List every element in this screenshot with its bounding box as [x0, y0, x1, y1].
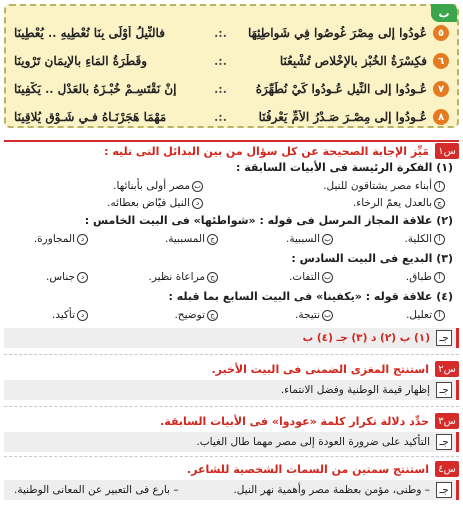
option-text: السببية. — [286, 233, 320, 245]
verse-second-hemistich: مَهْمَا هَجَرْنَـاهُ فـي شَـوْقٍ يُلاقِينَا — [14, 110, 167, 124]
verse-second-hemistich: إنْ نَقْتَسِـمْ خُبْـزَهُ بالعَدْلِ .. يَكْفِينَا — [14, 82, 177, 96]
option-4b — [295, 309, 333, 321]
verse-first-hemistich: عُـودُوا إلى النِّيلِ عُـودُوا كَيْ نُطَهِّرَهُ — [255, 82, 427, 96]
question-badge: س٤ — [435, 461, 459, 477]
answer-text-b: – بارع فى التعبير عن المعانى الوطنية. — [14, 484, 179, 496]
option-text: توضيح. — [174, 309, 205, 321]
option-letter: ب — [322, 272, 333, 283]
answer-icon: جـ — [436, 330, 452, 346]
answer-text: إظهار قيمة الوطنية وفضل الانتماء. — [280, 384, 430, 396]
answer-text-a: – وطنى، مؤمن بعظمة مصر وأهمية نهر النيل. — [233, 484, 430, 496]
verse-number: ٥ — [433, 25, 449, 41]
option-text: الكلية. — [404, 233, 432, 245]
answer-icon: جـ — [436, 382, 452, 398]
question-badge: س٣ — [435, 413, 459, 429]
question-badge: س١ — [435, 143, 459, 159]
option-3b — [289, 271, 333, 283]
option-2d — [34, 233, 88, 245]
option-4d — [52, 309, 88, 321]
section-divider — [4, 354, 459, 355]
option-2a — [404, 233, 445, 245]
subquestion-1: (١) الفكرة الرئيسة فى الأبيات السابقة : — [236, 161, 453, 174]
option-text: بالعدل يعمّ الرخاء. — [352, 197, 432, 209]
verse-number: ٨ — [433, 109, 449, 125]
option-letter: أ — [434, 272, 445, 283]
option-4c — [174, 309, 218, 321]
option-2c — [165, 233, 218, 245]
option-letter: د — [77, 234, 88, 245]
option-text: نتيجة. — [294, 309, 320, 321]
option-3d — [46, 271, 88, 283]
option-text: المسببية. — [164, 233, 205, 245]
option-text: التفات. — [288, 271, 320, 283]
question-title: مَيِّز الإجابة الصحيحة عن كل سؤال من بين البدائل التى تليه : — [104, 144, 429, 158]
option-1a — [323, 180, 445, 192]
verse-second-hemistich: فالنِّيلُ أَوْلَى بِنَا نُعْطِيهِ .. يُعْطِينَا — [14, 26, 165, 40]
verse-number: ٦ — [433, 53, 449, 69]
option-letter: د — [77, 310, 88, 321]
option-text: تأكيد. — [51, 309, 75, 321]
verse-first-hemistich: عُـودُوا إلى مِصْـرَ صَـدْرُ الأُمِّ يَعْرِفُنَا — [258, 110, 427, 124]
option-letter: أ — [434, 181, 445, 192]
question-title: استنتج سمتين من السمات الشخصية للشاعر. — [186, 462, 429, 476]
verse-5 — [14, 20, 449, 46]
verse-separator: .:. — [214, 82, 227, 96]
answer-group — [233, 482, 456, 498]
answer-icon: جـ — [436, 434, 452, 450]
answer-row-4 — [4, 480, 459, 500]
option-letter: د — [77, 272, 88, 283]
answer-text: (١) ب (٢) د (٣) جـ (٤) ب — [302, 332, 430, 344]
answer-text: التأكيد على ضرورة العودة إلى مصر مهما طال الغياب. — [196, 436, 430, 448]
answer-row-2 — [4, 380, 459, 400]
option-3c — [149, 271, 218, 283]
answer-row-1 — [4, 328, 459, 348]
verse-separator: .:. — [214, 26, 227, 40]
option-letter: ج — [207, 272, 218, 283]
answer-icon: جـ — [436, 482, 452, 498]
verse-6 — [14, 48, 449, 74]
question-2-header — [4, 361, 459, 377]
option-1d — [107, 197, 203, 209]
poem-box — [4, 4, 459, 128]
section-divider — [4, 406, 459, 407]
option-letter: ب — [192, 181, 203, 192]
option-2b — [286, 233, 333, 245]
option-letter: ب — [322, 310, 333, 321]
subquestion-2: (٢) علاقة المجاز المرسل فى قوله : «شواطئها» فى البيت الخامس : — [84, 214, 453, 227]
option-letter: أ — [434, 234, 445, 245]
option-letter: ج — [207, 234, 218, 245]
option-text: أبناء مصر يشتاقون للنيل. — [323, 180, 432, 192]
question-1-header — [4, 143, 459, 159]
option-letter: أ — [434, 310, 445, 321]
option-letter: ج — [207, 310, 218, 321]
verse-first-hemistich: عُودُوا إلى مِصْرَ غُوصُوا فِي شَواطِئِهَا — [247, 26, 427, 40]
verse-8 — [14, 104, 449, 130]
question-title: استنتج المغزى الضمنى فى البيت الأخير. — [211, 362, 429, 376]
option-1b — [113, 180, 203, 192]
option-text: تعليل. — [406, 309, 432, 321]
subquestion-3: (٣) البديع فى البيت السادس : — [291, 252, 453, 265]
section-tag: ب — [431, 4, 457, 22]
option-text: مصر أولى بأبنائها. — [113, 180, 190, 192]
option-text: مراعاة نظير. — [148, 271, 205, 283]
option-letter: ج — [434, 198, 445, 209]
answer-row-3 — [4, 432, 459, 452]
option-1c — [353, 197, 445, 209]
question-3-header — [4, 413, 459, 429]
question-divider — [4, 140, 459, 142]
subquestion-4: (٤) علاقة قوله : «يكفينا» فى البيت السابع بما قبله : — [168, 290, 453, 303]
option-text: النيل فيّاض بعطائه. — [107, 197, 190, 209]
option-3a — [406, 271, 445, 283]
question-4-header — [4, 461, 459, 477]
option-letter: د — [192, 198, 203, 209]
option-4a — [406, 309, 445, 321]
verse-second-hemistich: وقَطْرَةُ المَاءِ بالإِيمَانِ تَرْوِينَا — [14, 54, 148, 68]
verse-7 — [14, 76, 449, 102]
question-title: حدِّد دلالة تكرار كلمة «عودوا» فى الأبيات السابقة. — [160, 414, 429, 428]
section-divider — [4, 456, 459, 457]
option-text: طباق. — [405, 271, 432, 283]
option-text: المجاورة. — [33, 233, 75, 245]
option-letter: ب — [322, 234, 333, 245]
question-badge: س٢ — [435, 361, 459, 377]
verse-separator: .:. — [214, 54, 227, 68]
verse-first-hemistich: فكِسْرَةُ الخُبْزِ بالإخْلاصِ تُشْبِعُنَا — [279, 54, 427, 68]
verse-number: ٧ — [433, 81, 449, 97]
verse-separator: .:. — [214, 110, 227, 124]
option-text: جناس. — [45, 271, 75, 283]
